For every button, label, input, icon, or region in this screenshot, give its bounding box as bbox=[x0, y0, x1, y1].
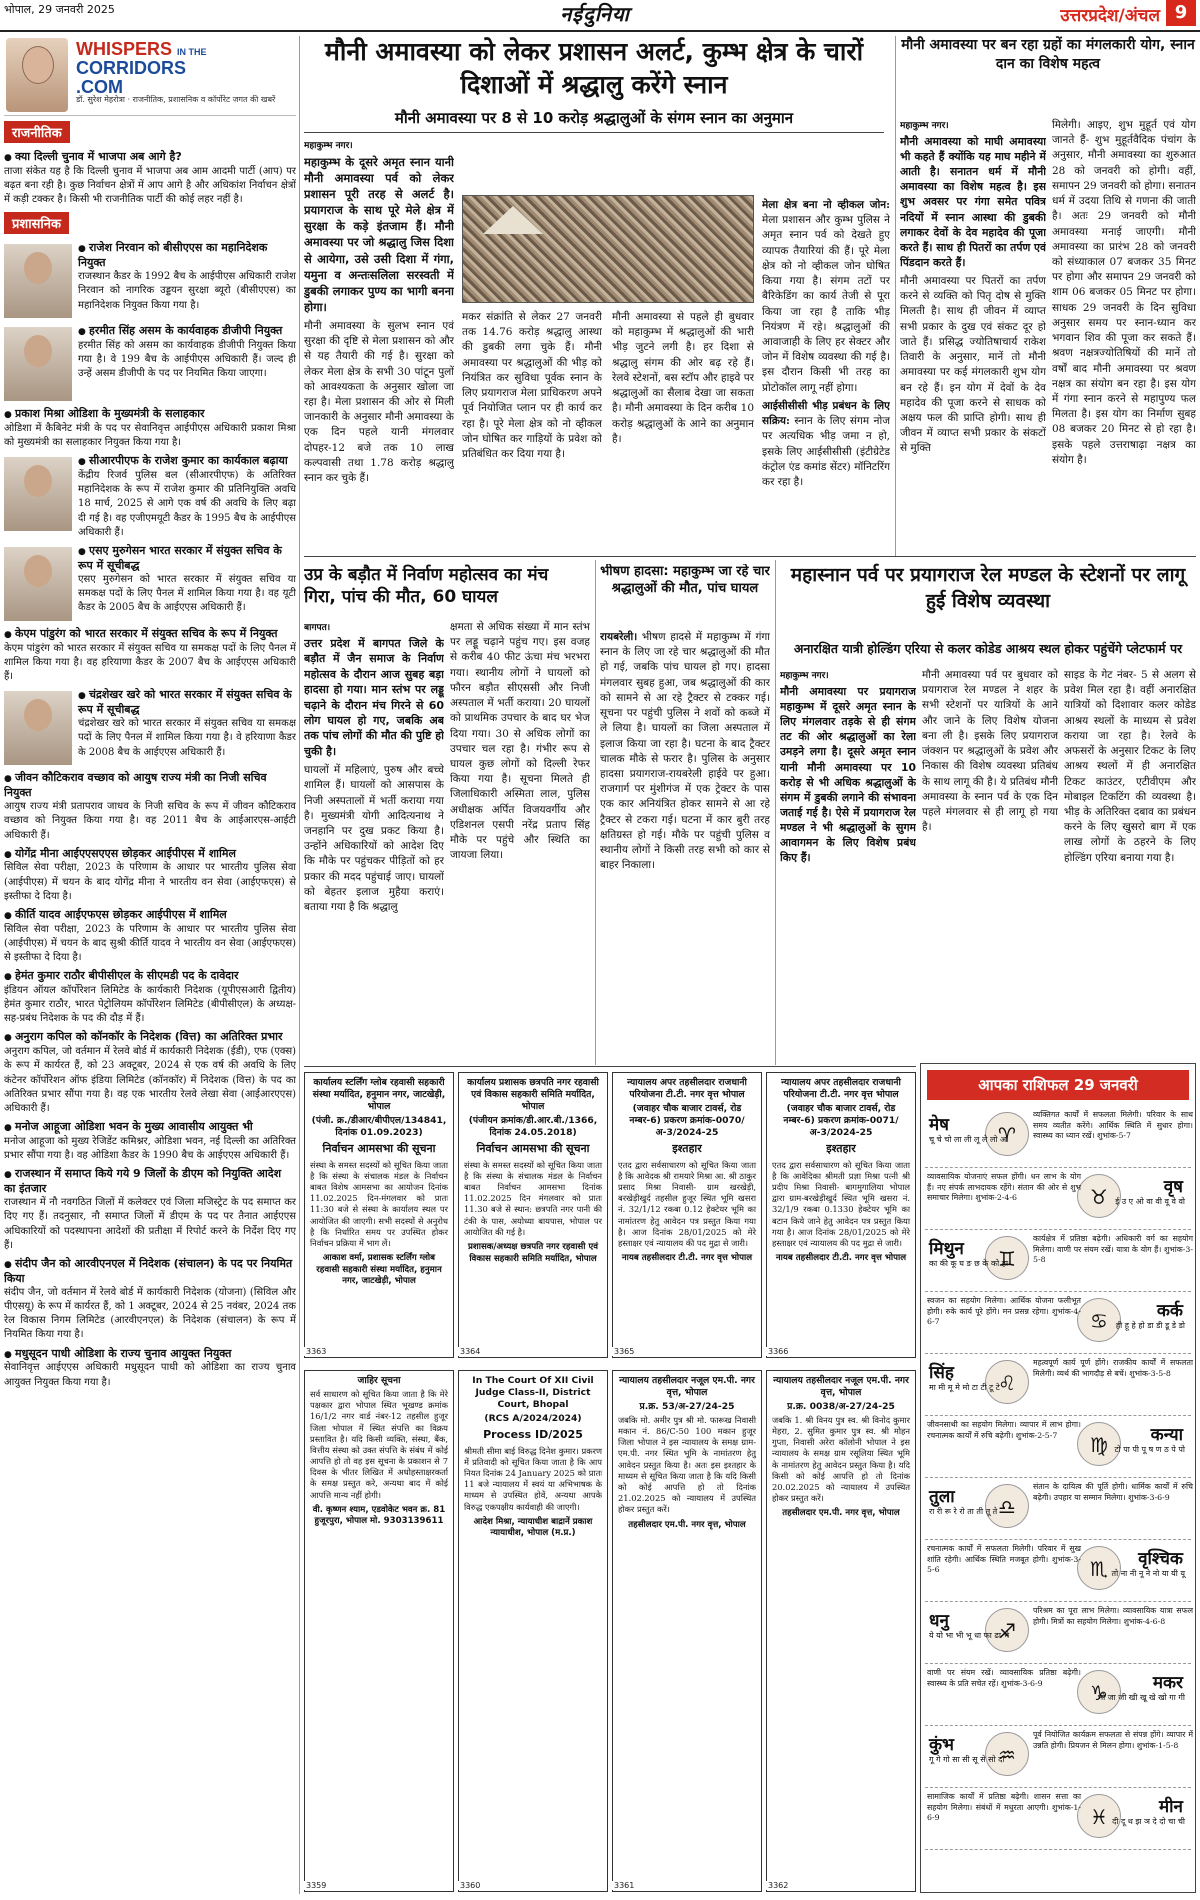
whispers-item-title: ● प्रकाश मिश्रा ओडिशा के मुख्यमंत्री के सलाहकार bbox=[4, 407, 296, 422]
horoscope-sign bbox=[925, 1788, 1191, 1850]
baghpat-dateline: बागपत। bbox=[304, 623, 331, 633]
notice-reference: (RCS A/2024/2024) bbox=[484, 1412, 582, 1424]
lead-dateline: महाकुम्भ नगर। bbox=[304, 141, 353, 151]
whispers-item-title: ● जीवन कौटिकराव वच्छाव को आयुष राज्य मंत्री का निजी सचिव नियुक्त bbox=[4, 771, 296, 800]
notice-signature: प्रशासक/अध्यक्ष छत्रपति नगर रहवासी एवं विकास सहकारी समिति मर्यादित, भोपाल bbox=[468, 1241, 598, 1264]
notice-title: इश्तहार bbox=[672, 1141, 702, 1155]
zodiac-3-icon: ♋ bbox=[1077, 1298, 1121, 1342]
whispers-item-title: ● कीर्ति यादव आईएफएस छोड़कर आईपीएस में शामिल bbox=[4, 908, 296, 923]
horoscope-title: आपका राशिफल 29 जनवरी bbox=[927, 1070, 1189, 1100]
brand-in-the: IN THE bbox=[177, 47, 207, 57]
notice-signature: तहसीलदार एम.पी. नगर वृत्त, भोपाल bbox=[628, 1519, 746, 1530]
notice-body: जबकि मो. अमीर पुत्र श्री मो. फारूख निवासी मकान नं. 86/C-50 100 मकान हुजूर जिला भोपाल ने इस न्यायालय के समक्ष ग्राम-एम.पी. नगर स्थित भूमि के नामांतरण हेतु आवेदन प्रस्तुत किया है। अतः इस इश्तहार के माध्यम से सूचित किया जाता है कि यदि किसी को कोई आपत्ति हो तो दिनांक 21.02.2025 को न्यायालय में उपस्थित होकर प्रस्तुत करें। bbox=[618, 1414, 756, 1515]
sign-name: सिंह bbox=[929, 1363, 954, 1383]
notice-reference: (जवाहर चौक बाजार टावर्स, रोड नम्बर-6) प्रकरण क्रमांक-0071/अ-3/2024-25 bbox=[783, 1102, 899, 1138]
baghpat-col-2 bbox=[450, 620, 590, 1070]
zodiac-6-icon: ♎ bbox=[985, 1484, 1029, 1528]
notice-body: संस्था के समस्त सदस्यों को सूचित किया जाता है कि संस्था के संचालक मंडल के निर्वाचन बाबत निर्वाचन आमसभा दिनांक 11.02.2025 दिन मंगलवार को प्रातः 11.30 बजे से स्थान: छत्रपति नगर पानी की टंकी के पास, अयोध्या बायपास, भोपाल पर आयोजित की गई है। bbox=[464, 1159, 602, 1237]
notice-body: संस्था के समस्त सदस्यों को सूचित किया जाता है कि संस्था के संचालक मंडल के निर्वाचन बाबत विशेष आमसभा का आयोजन दिनांक 11.02.2025 दिन-मंगलवार को प्रातः 11:30 बजे से संस्था के कार्यालय स्थल पर आयोजित की जाएगी। सभी सदस्यों से अनुरोध है कि निर्धारित समय पर उपस्थित होकर निर्वाचन प्रक्रिया में भाग लें। bbox=[310, 1159, 448, 1248]
whispers-item-title: ● योगेंद्र मीना आईएएसएएस छोड़कर आईपीएस में शामिल bbox=[4, 847, 296, 862]
rail-col-1 bbox=[780, 668, 916, 1063]
whispers-item-body: सिविल सेवा परीक्षा, 2023 के परिणाम के आधार पर भारतीय पुलिस सेवा (आईपीएस) में चयन के बाद योगेंद्र मीना ने भारतीय वन सेवा (आईएफएस) से इस्तीफा दे दिया है। bbox=[4, 862, 296, 902]
sign-letters: दी दू थ झ ञ दे दो चा ची bbox=[1112, 1817, 1185, 1826]
whispers-item bbox=[4, 407, 296, 450]
right-top-intro: मौनी अमावस्या को माघी अमावस्या भी कहते हैं क्योंकि यह माघ महीने में आती है। सनातन धर्म में मौनी अमावस्या का विशेष महत्व है। इस शुभ अवसर पर गंगा समेत पवित्र नदियों में स्नान आस्था की डुबकी लगाकर देवों के देव महादेव की पूजा करते हैं। साथ ही पितरों का तर्पण एवं पिंडदान करते हैं। bbox=[900, 135, 1046, 269]
notice-body: जबकि 1. श्री विनय पुत्र स्व. श्री विनोद कुमार मेहरा, 2. सुमित कुमार पुत्र स्व. श्री मोहन गुप्ता, निवासी अरेरा कॉलोनी भोपाल ने इस न्यायालय के समक्ष ग्राम रसूलिया स्थित भूमि के नामांतरण हेतु आवेदन प्रस्तुत किया है। यदि किसी को कोई आपत्ति हो तो दिनांक 20.02.2025 को न्यायालय में उपस्थित होकर प्रस्तुत करें। bbox=[772, 1414, 910, 1504]
masthead-logo: नईदुनिया bbox=[560, 2, 630, 26]
sign-letters: चू चे चो ला ली लू ले लो अ bbox=[929, 1135, 1007, 1144]
lead-col2-body: मकर संक्रांति से लेकर 27 जनवरी तक 14.76 करोड़ श्रद्धालु आस्था की डुबकी लगा चुके हैं। मौनी अमावस्या पर श्रद्धालुओं की भीड़ को नियंत्रित कर सुविधा पूर्वक स्नान के लिए प्रयागराज मेला प्राधिकरण अपने पूर्व नियोजित प्लान पर ही कार्य कर रहा है। पूरे मेला क्षेत्र को नो व्हीकल जोन घोषित कर गाड़ियों के प्रवेश को प्रतिबंधित कर दिया गया है। bbox=[462, 311, 602, 460]
zodiac-8-icon: ♐ bbox=[985, 1608, 1029, 1652]
officer-photo bbox=[4, 457, 72, 531]
notice-signature: आकाश वर्मा, प्रशासक स्टर्लिंग ग्लोब रहवासी सहकारी संस्था मर्यादित, हनुमान नगर, जाटखेड़ी, भोपाल bbox=[316, 1253, 442, 1287]
notice-reference: (जवाहर चौक बाजार टावर्स, रोड नम्बर-6) प्रकरण क्रमांक-0070/अ-3/2024-25 bbox=[629, 1102, 745, 1138]
whispers-item bbox=[4, 544, 296, 623]
sign-forecast: जीवनसाथी का सहयोग मिलेगा। व्यापार में लाभ होगा। रचनात्मक कार्यों में रुचि बढ़ेगी। शुभांक-2-5-7 bbox=[927, 1420, 1081, 1440]
right-top-col1-body: मौनी अमावस्या पर पितरों का तर्पण करने से व्यक्ति को पितृ दोष से मुक्ति मिलती है। साथ ही जीवन में व्याप्त सभी प्रकार के दुख एवं संकट दूर हो जाते हैं। प्रसिद्ध ज्योतिषाचार्य राकेश तिवारी के अनुसार, मानें तो मौनी अमावस्या पर कई मंगलकारी शुभ योग बन रहे हैं। इन योग में देवों के देव महादेव की पूजा करने से साधक को अक्षय फल की प्राप्ति होगी। साथ ही जीवन में व्याप्त सभी प्रकार के संकटों से मुक्ति bbox=[900, 274, 1046, 455]
whispers-item-title: ● हेमंत कुमार राठौर बीपीसीएल के सीएमडी पद के दावेदार bbox=[4, 969, 296, 984]
whispers-item-title: ● एसए मुरुगेसन भारत सरकार में संयुक्त सचिव के रूप में सूचीबद्ध bbox=[4, 544, 296, 573]
sign-name: मिथुन bbox=[929, 1239, 964, 1259]
sign-forecast: स्वजन का सहयोग मिलेगा। आर्थिक योजना फलीभूत होगी। रुके कार्य पूरे होंगे। मन प्रसन्न रहेगा। शुभांक-4-6-7 bbox=[927, 1296, 1081, 1327]
whispers-item-body: चंद्रशेखर खरे को भारत सरकार में संयुक्त सचिव या समकक्ष पदों के लिए पैनल में शामिल किया गया है। वे हरियाणा कैडर के 2008 बैच के आईएएस अधिकारी हैं। bbox=[78, 718, 296, 758]
sign-letters: गू गे गो सा सी सू से सो दा bbox=[929, 1755, 1005, 1764]
whispers-item-title: ● हरमीत सिंह असम के कार्यवाहक डीजीपी नियुक्त bbox=[4, 324, 296, 339]
whispers-category: प्रशासनिक bbox=[4, 212, 69, 234]
horoscope-sign bbox=[925, 1354, 1191, 1416]
whispers-item-title: ● सीआरपीएफ के राजेश कुमार का कार्यकाल बढ़ाया bbox=[4, 454, 296, 469]
sign-forecast: महत्वपूर्ण कार्य पूर्ण होंगे। राजकीय कार्यों में सफलता मिलेगी। व्यर्थ की भागदौड़ से बचें। शुभांक-3-5-8 bbox=[1033, 1358, 1193, 1378]
whispers-item-title: ● संदीप जैन को आरवीएनएल में निदेशक (संचालन) के पद पर नियमित किया bbox=[4, 1257, 296, 1286]
lead-col4b-body: स्नान के लिए संगम नोज पर अत्यधिक भीड़ जमा न हो, इसके लिए आईसीसीसी (इंटीग्रेटेड कंट्रोल एंड कमांड सेंटर) मॉनिटरिंग कर रहा है। bbox=[762, 415, 890, 488]
lead-col-2 bbox=[462, 310, 602, 550]
legal-notice bbox=[612, 1072, 762, 1358]
zodiac-9-icon: ♑ bbox=[1077, 1670, 1121, 1714]
sign-name: धनु bbox=[929, 1611, 949, 1631]
sign-letters: तो ना नी नू ने नो या यी यू bbox=[1111, 1569, 1185, 1578]
notice-signature: तहसीलदार एम.पी. नगर वृत्त, भोपाल bbox=[782, 1508, 900, 1519]
whispers-author: डॉ. सुरेश मेहरोत्रा bbox=[76, 95, 125, 104]
sign-name: तुला bbox=[929, 1487, 955, 1507]
notice-title: Process ID/2025 bbox=[483, 1427, 583, 1441]
notice-tag: 3365 bbox=[614, 1347, 635, 1356]
sign-letters: भो जा जी खी खू खे खो गा गी bbox=[1097, 1693, 1185, 1702]
whispers-item bbox=[4, 1167, 296, 1253]
sign-name: कन्या bbox=[1150, 1425, 1183, 1445]
zodiac-7-icon: ♏ bbox=[1077, 1546, 1121, 1590]
whispers-item bbox=[4, 324, 296, 403]
notice-reference: (पंजीयन क्रमांक/डी.आर.बी./1366, दिनांक 24.05.2018) bbox=[468, 1114, 598, 1138]
sign-name: मेष bbox=[929, 1115, 949, 1135]
legal-notice bbox=[304, 1370, 454, 1892]
whispers-item bbox=[4, 150, 296, 207]
officer-photo bbox=[4, 691, 72, 765]
officer-photo bbox=[4, 244, 72, 318]
notice-signature: नायब तहसीलदार टी.टी. नगर वृत्त भोपाल bbox=[775, 1253, 907, 1264]
rail-headline: महास्नान पर्व पर प्रयागराज रेल मण्डल के स्टेशनों पर लागू हुई विशेष व्यवस्था bbox=[790, 564, 1186, 612]
notice-tag: 3359 bbox=[306, 1881, 327, 1890]
baghpat-intro: उत्तर प्रदेश में बागपत जिले के बड़ौत में जैन समाज के निर्वाण महोत्सव के दौरान आज सुबह बड़ा हादसा हो गया। मान स्तंभ पर लड्डू चढ़ाने के दौरान मंच गिरने से 60 लोग घायल हो गए, जबकि अब तक पांच लोगों की मौत की पुष्टि हो चुकी है। bbox=[304, 637, 444, 758]
rail-col-3 bbox=[1064, 668, 1196, 1063]
sign-forecast: सामाजिक कार्यों में प्रतिष्ठा बढ़ेगी। शासन सत्ता का सहयोग मिलेगा। संबंधों में मधुरता आएगी। शुभांक-1-6-9 bbox=[927, 1792, 1081, 1823]
sign-forecast: व्यक्तिगत कार्यों में सफलता मिलेगी। परिवार के साथ समय व्यतीत करेंगे। आर्थिक स्थिति में सुधार होगा। स्वास्थ्य का ध्यान रखें। शुभांक-5-7 bbox=[1033, 1110, 1193, 1141]
baghpat-headline: उप्र के बड़ौत में निर्वाण महोत्सव का मंच गिरा, पांच की मौत, 60 घायल bbox=[304, 565, 549, 608]
sign-letters: का की कू घ ङ छ के को हा bbox=[929, 1259, 1009, 1268]
right-top-dateline: महाकुम्भ नगर। bbox=[900, 121, 949, 131]
whispers-item-body: हरमीत सिंह को असम का कार्यवाहक डीजीपी नियुक्त किया गया है। वे 199 बैच के आईपीएस अधिकारी हैं। जल्द ही उन्हें असम डीजीपी के पद पर नियमित किया जाएगा। bbox=[78, 339, 296, 380]
raebareli-body: भीषण हादसे में महाकुम्भ में गंगा स्नान के लिए जा रहे चार श्रद्धालुओं की मौत हो गई, जबकि पांच घायल हो गए। हादसा मंगलवार सुबह हुआ, जब श्रद्धालुओं की कार को सामने से आ रहे ट्रैक्टर से टक्कर गई। सूचना पर पहुंची पुलिस ने शवों को कब्जे में ले लिया है। घायलों का जिला अस्पताल में इलाज किया जा रहा है। घटना के बाद ट्रैक्टर चालक मौके से फरार है। पुलिस के अनुसार हादसा प्रयागराज-रायबरेली हाईवे पर हुआ। राजगार्ग पर मुंशीगंज में एक ट्रेक्टर के पास एक कार अनियंत्रित होकर सामने से आ रहे ट्रैक्टर से टकरा गई। घटना में कार बुरी तरह क्षतिग्रस्त हो गई। मौके पर पहुंची पुलिस व स्थानीय लोगों ने किसी तरह सभी को कार से बाहर निकाला। bbox=[600, 631, 770, 872]
notice-heading: न्यायालय अपर तहसीलदार राजधानी परियोजना टी.टी. नगर वृत्त भोपाल bbox=[781, 1077, 901, 1100]
whispers-item-title: ● अनुराग कपिल को कॉनकॉर के निदेशक (वित्त) का अतिरिक्त प्रभार bbox=[4, 1030, 296, 1045]
right-top-col-1 bbox=[900, 118, 1046, 558]
horoscope-sign bbox=[925, 1416, 1191, 1478]
sign-name: वृष bbox=[1163, 1177, 1183, 1197]
notice-tag: 3362 bbox=[768, 1881, 789, 1890]
rail-col2-body: साइड के गेट नंबर- 5 से अलग से प्रवेश मिल रहा है। वहीं अनारक्षित यात्रियों को दिशावार कलर कोडेड आश्रय स्थलों के माध्यम से प्रवेश कराया जा रहा है। रेलवे के अफसरों के अनुसार टिकट के लिए आश्रय स्थलों में ही अनारक्षित टिकट काउंटर, एटीवीएम और मोबाइल टिकटिंग की व्यवस्था है। भीड़ के अतिरिक्त दबाव का प्रबंधन करने के लिए खुसरो बाग में एक लाख लोगों के ठहरने के लिए होल्डिंग एरिया बनाया गया है। bbox=[1064, 669, 1196, 864]
whispers-item-body: सेवानिवृत्त आईएएस अधिकारी मधुसूदन पाधी को ओडिशा का राज्य चुनाव आयुक्त नियुक्त किया गया है। bbox=[4, 1362, 296, 1388]
lead-subheadline: मौनी अमावस्या पर 8 से 10 करोड़ श्रद्धालुओं के संगम स्नान का अनुमान bbox=[394, 109, 794, 127]
notice-heading: जाहिर सूचना bbox=[357, 1375, 401, 1386]
lead-col1-body: मौनी अमावस्या के सुलभ स्नान एवं सुरक्षा की दृष्टि से मेला प्रशासन को और से यह तैयारी की गई है। सुरक्षा को लेकर मेला क्षेत्र के सभी 30 पांटून पुलों को आवश्यकता के अनुसार खोला जा रहा है। मेला प्रशासन की ओर से मिली जानकारी के अनुसार मौनी अमावस्या के एक दिन पहले यानी मंगलवार दोपहर-12 बजे तक 10 लाख कल्पवासी तथा 1.78 करोड़ श्रद्धालु स्नान कर चुके हैं। bbox=[304, 319, 454, 485]
whispers-item-title: ● मधुसूदन पाधी ओडिशा के राज्य चुनाव आयुक्त नियुक्त bbox=[4, 1347, 296, 1362]
whispers-item-body: इंडियन ऑयल कॉर्पोरेशन लिमिटेड के कार्यकारी निदेशक (यूपीएसआरी द्वितीय) हेमंत कुमार राठौर, भारत पेट्रोलियम कॉर्पोरेशन लिमिटेड (बीपीसीएल) के अध्यक्ष-सह-प्रबंध निदेशक के पद की दौड़ में हैं। bbox=[4, 984, 296, 1025]
officer-photo bbox=[4, 327, 72, 401]
rail-col-2 bbox=[922, 668, 1058, 1063]
page-date: भोपाल, 29 जनवरी 2025 bbox=[4, 3, 115, 16]
whispers-item-body: एसए मुरुगेसन को भारत सरकार में संयुक्त सचिव या समकक्ष पदों के लिए पैनल में शामिल किया गया है। वह यूटी कैडर के 2005 बैच के आईएएस अधिकारी हैं। bbox=[78, 573, 296, 614]
sign-name: मीन bbox=[1158, 1797, 1183, 1817]
right-top-col2-body: मिलेगी। आइए, शुभ मुहूर्त एवं योग जानते हैं- शुभ मुहूर्तवैदिक पंचांग के अनुसार, मौनी अमावस्या का शुरुआत 28 को जनवरी को होगी। वहीं, समापन 29 जनवरी को होगा। सनातन धर्म में उदया तिथि से गणना की जाती है। अतः 29 जनवरी को मौनी अमावस्या मनाई जाएगी। मौनी अमावस्या का प्रारंभ 28 को जनवरी को संध्याकाल 07 बजकर 35 मिनट पर होगा और समापन 29 जनवरी को शाम 06 बजकर 05 मिनट पर होगा। साधक 29 जनवरी के दिन सुविधा अनुसार समय पर स्नान-ध्यान कर भगवान शिव की पूजा कर सकते हैं। श्रवण नक्षत्रज्योतिषियों की मानें तो वर्षों बाद मौनी अमावस्या पर श्रवण नक्षत्र का संयोग बन रहा है। इस योग में गंगा स्नान करने से महापुण्य फल मिलता है। इस योग का निर्माण सुबह 08 बजकर 20 मिनट से हो रहा है। इसके पहले उत्तराषाढ़ा नक्षत्र का संयोग है। bbox=[1052, 119, 1196, 466]
notice-heading: In The Court Of XII Civil Judge Class-II, District Court, Bhopal bbox=[472, 1375, 594, 1410]
sign-letters: ही हू हे हो डा डी डू डे डो bbox=[1115, 1321, 1185, 1330]
zodiac-10-icon: ♒ bbox=[985, 1732, 1029, 1776]
notice-tag: 3363 bbox=[306, 1347, 327, 1356]
brand-com: .COM bbox=[76, 76, 123, 97]
whispers-item bbox=[4, 908, 296, 965]
horoscope-sign bbox=[925, 1230, 1191, 1292]
sign-name: कर्क bbox=[1156, 1301, 1183, 1321]
header-rule bbox=[0, 30, 1200, 32]
raebareli-headline: भीषण हादसा: महाकुम्भ जा रहे चार श्रद्धालुओं की मौत, पांच घायल bbox=[600, 564, 770, 596]
rail-subheadline: अनारक्षित यात्री होल्डिंग एरिया से कलर कोडेड आश्रय स्थल होकर पहुंचेंगे प्लेटफार्म पर bbox=[793, 641, 1183, 656]
whispers-column bbox=[4, 36, 296, 1896]
rail-col1-body: मौनी अमावस्या पर्व पर बुधवार को प्रयागराज रेल मण्डल ने शहर के सभी स्टेशनों पर यात्रियों के आने और जाने के लिए विशेष योजना बना ली है। इसके लिए प्रयागराज जंक्शन पर श्रद्धालुओं के प्रवेश और निकास की विशेष व्यवस्था प्रतिबंध के साथ लागू की है। ये प्रतिबंध मौनी अमावस्या के स्नान पर्व के एक दिन पहले मंगलवार से ही लागू हो गया है। bbox=[922, 669, 1058, 834]
sign-letters: ई उ ए ओ वा वी वू वे वो bbox=[1115, 1197, 1185, 1206]
lead-col4-body: मेला प्रशासन और कुम्भ पुलिस ने अमृत स्नान पर्व को देखते हुए व्यापक तैयारियां की हैं। पूरे मेला क्षेत्र को नो व्हीकल जोन घोषित किया गया है। संगम तटों पर बैरिकेडिंग का कार्य तेजी से पूरा किया जा रहा है ताकि भीड़ नियंत्रण में रहे। श्रद्धालुओं की आवाजाही के लिए हर सेक्टर और जोन में विशेष व्यवस्था की गई है। इस दौरान किसी भी तरह का प्रोटोकॉल लागू नहीं होगा। bbox=[762, 214, 890, 394]
section-label: उत्तरप्रदेश/अंचल bbox=[1060, 6, 1160, 26]
whispers-item-body: मनोज आहूजा को मुख्य रेजिडेंट कमिश्नर, ओडिशा भवन, नई दिल्ली का अतिरिक्त प्रभार सौंपा गया है। वह ओडिशा कैडर के 1990 बैच के आईएएस अधिकारी हैं। bbox=[4, 1135, 296, 1161]
horoscope-signs bbox=[921, 1106, 1195, 1850]
sign-name: कुंभ bbox=[929, 1735, 955, 1755]
raebareli-col bbox=[600, 630, 770, 1070]
whispers-item bbox=[4, 771, 296, 843]
notice-signature: आदेश मिश्रा, न्यायाधीश बाद्रानें प्रकाश न्यायाधीश, भोपाल (म.प्र.) bbox=[473, 1516, 593, 1539]
whispers-item-title: ● राजस्थान में समाप्त किये गये 9 जिलों के डीएम को नियुक्ति आदेश का इंतजार bbox=[4, 1167, 296, 1196]
zodiac-1-icon: ♉ bbox=[1077, 1174, 1121, 1218]
sign-forecast: पूर्व नियोजित कार्यक्रम सफलता से संपन्न होंगे। व्यापार में उन्नति होगी। प्रियजन से मिलन होगा। शुभांक-1-5-8 bbox=[1033, 1730, 1193, 1750]
notice-title: इश्तहार bbox=[826, 1141, 856, 1155]
sign-forecast: रचनात्मक कार्यों में सफलता मिलेगी। परिवार में सुख शांति रहेगी। आर्थिक स्थिति मजबूत होगी। शुभांक-3-5-6 bbox=[927, 1544, 1081, 1575]
legal-notice bbox=[304, 1072, 454, 1358]
whispers-sections bbox=[4, 116, 296, 1390]
notice-body: श्रीमती सीमा बाई विरुद्ध दिनेश कुमार। प्रकरण में प्रतिवादी को सूचित किया जाता है कि आप नियत दिनांक 24 January 2025 को प्रातः 11 बजे न्यायालय में स्वयं या अभिभाषक के माध्यम से उपस्थित होवें, अन्यथा आपके विरुद्ध एकपक्षीय कार्यवाही की जाएगी। bbox=[464, 1445, 602, 1512]
notice-title: निर्वाचन आमसभा की सूचना bbox=[476, 1141, 590, 1155]
whispers-item-body: राजस्थान में नौ नवगठित जिलों में कलेक्टर एवं जिला मजिस्ट्रेट के पद समाप्त कर दिए गए हैं। तदनुसार, नौ समाप्त जिलों में डीएम के पद पर तैनात आईएएस अधिकारियों को पदस्थापना आदेशों की प्रतीक्षा में रिपोर्ट करने के निर्देश दिए गए हैं। bbox=[4, 1197, 296, 1251]
notice-reference: (पंजी. क्र./डीआर/बीपीएल/134841, दिनांक 01.09.2023) bbox=[311, 1114, 447, 1138]
brand-corridors: CORRIDORS bbox=[76, 57, 187, 78]
notice-reference: प्र.क्र. 53/अ-27/24-25 bbox=[639, 1400, 735, 1412]
notice-tag: 3364 bbox=[460, 1347, 481, 1356]
whispers-category: राजनीतिक bbox=[4, 121, 70, 143]
whispers-item bbox=[4, 627, 296, 684]
baghpat-col1-body: घायलों में महिलाएं, पुरुष और बच्चे शामिल हैं। घायलों को आसपास के निजी अस्पतालों में भर्ती कराया गया है। मुख्यमंत्री योगी आदित्यनाथ ने जनहानि पर दुख प्रकट किया है। उन्होंने अधिकारियों को आदेश दिए कि मौके पर पहुंचकर पीड़ितों को हर प्रकार की मदद पहुंचाई जाए। घायलों को बेहतर इलाज मुहैया कराएं। बताया गया है कि श्रद्धालु bbox=[304, 764, 444, 914]
whispers-item-title: ● राजेश निरवान को बीसीएएस का महानिदेशक नियुक्त bbox=[4, 241, 296, 270]
legal-notice bbox=[458, 1072, 608, 1358]
horoscope-sign bbox=[925, 1168, 1191, 1230]
zodiac-2-icon: ♊ bbox=[985, 1236, 1029, 1280]
lead-col4b-title: आईसीसीसी भीड़ प्रबंधन के लिए सक्रिय: bbox=[762, 399, 890, 428]
sign-letters: ये यो भा भी भू धा फा ढा भे bbox=[929, 1631, 1010, 1640]
notice-reference: प्र.क्र. 0038/अ-27/24-25 bbox=[787, 1400, 895, 1412]
notice-title: निर्वाचन आमसभा की सूचना bbox=[322, 1141, 436, 1155]
section-banner bbox=[990, 0, 1200, 26]
notice-tag: 3360 bbox=[460, 1881, 481, 1890]
whispers-item bbox=[4, 969, 296, 1026]
notice-body: सर्व साधारण को सूचित किया जाता है कि मेरे पक्षकार द्वारा भोपाल स्थित भूखण्ड क्रमांक 16/1/2 नगर वार्ड नंबर-12 तहसील हुजूर जिला भोपाल में स्थित संपत्ति का विक्रय प्रस्तावित है। यदि किसी व्यक्ति, संस्था, बैंक, वित्तीय संस्था को उक्त संपत्ति के संबंध में कोई आपत्ति हो तो वह इस सूचना के प्रकाशन से 7 दिवस के भीतर लिखित में अधोहस्ताक्षरकर्ता के समक्ष प्रस्तुत करे, अन्यथा बाद में कोई आपत्ति मान्य नहीं होगी। bbox=[310, 1388, 448, 1500]
notice-heading: न्यायालय तहसीलदार नजूल एम.पी. नगर वृत्त, भोपाल bbox=[773, 1375, 909, 1398]
zodiac-11-icon: ♓ bbox=[1077, 1794, 1121, 1838]
lead-col-1 bbox=[304, 138, 454, 548]
legal-notice bbox=[766, 1370, 916, 1892]
horoscope-sign bbox=[925, 1726, 1191, 1788]
whispers-item-title: ● केएम पांडुरंग को भारत सरकार में संयुक्त सचिव के रूप में नियुक्त bbox=[4, 627, 296, 642]
lead-col4-title: मेला क्षेत्र बना नो व्हीकल जोन: bbox=[762, 199, 890, 211]
lead-col-3 bbox=[612, 310, 754, 550]
sign-letters: टो पा पी पू ष ण ठ पे पो bbox=[1114, 1445, 1185, 1454]
whispers-tagline: राजनीतिक, प्रशासनिक व कॉर्पोरेट जगत की खबरें bbox=[132, 95, 276, 104]
whispers-item bbox=[4, 241, 296, 320]
sign-forecast: कार्यक्षेत्र में प्रतिष्ठा बढ़ेगी। अधिकारी वर्ग का सहयोग मिलेगा। वाणी पर संयम रखें। यात्रा के योग हैं। शुभांक-3-5-8 bbox=[1033, 1234, 1193, 1265]
sign-letters: रा री रू रे रो ता ती तू ते bbox=[929, 1507, 998, 1516]
whispers-item-body: सिविल सेवा परीक्षा, 2023 के परिणाम के आधार पर भारतीय पुलिस सेवा (आईपीएस) में चयन के बाद सुश्री कीर्ति यादव ने भारतीय वन सेवा (आईएफएस) से इस्तीफा दे दिया है। bbox=[4, 923, 296, 964]
author-photo bbox=[6, 38, 68, 112]
crowd-photo bbox=[462, 195, 754, 303]
legal-notice bbox=[458, 1370, 608, 1892]
whispers-item-body: केएम पांडुरंग को भारत सरकार में संयुक्त सचिव या समकक्ष पदों के लिए पैनल में शामिल किया गया है। वह हरियाणा कैडर के 2007 बैच के आईएएस अधिकारी हैं। bbox=[4, 642, 296, 682]
sign-letters: मा मी मू मे मो टा टी टू टे bbox=[929, 1383, 1000, 1392]
sign-forecast: वाणी पर संयम रखें। व्यावसायिक प्रतिष्ठा बढ़ेगी। स्वास्थ्य के प्रति सचेत रहें। शुभांक-3-6-9 bbox=[927, 1668, 1081, 1688]
lead-headline: मौनी अमावस्या को लेकर प्रशासन अलर्ट, कुम्भ क्षेत्र के चारों दिशाओं में श्रद्धालु करेंगे स्नान bbox=[324, 37, 864, 99]
whispers-item bbox=[4, 1030, 296, 1116]
rail-intro: मौनी अमावस्या पर प्रयागराज महाकुम्भ में दूसरे अमृत स्नान के लिए मंगलवार तड़के से ही संगम तट की ओर श्रद्धालुओं का रेला उमड़ने लगा है। दूसरे अमृत स्नान यानी मौनी अमावस्या पर 10 करोड़ से भी अधिक श्रद्धालुओं के संगम में डुबकी लगाने की संभावना जताई गई है। ऐसे में प्रयागराज रेल मण्डल ने भी श्रद्धालुओं के सुगम आवागमन के लिए विशेष प्रबंध किए हैं। bbox=[780, 685, 916, 865]
notice-heading: न्यायालय तहसीलदार नजूल एम.पी. नगर वृत्त, भोपाल bbox=[619, 1375, 755, 1398]
right-top-col-2 bbox=[1052, 118, 1196, 558]
lead-col-4 bbox=[762, 198, 890, 550]
horoscope-sign bbox=[925, 1540, 1191, 1602]
notice-tag: 3366 bbox=[768, 1347, 789, 1356]
sign-forecast: परिश्रम का पूरा लाभ मिलेगा। व्यावसायिक यात्रा सफल होगी। मित्रों का सहयोग मिलेगा। शुभांक-4-6-8 bbox=[1033, 1606, 1193, 1626]
baghpat-col-1 bbox=[304, 620, 444, 1070]
legal-notice bbox=[766, 1072, 916, 1358]
whispers-item bbox=[4, 1257, 296, 1343]
whispers-item-title: ● क्या दिल्ली चुनाव में भाजपा अब आगे है? bbox=[4, 150, 296, 165]
horoscope-sign bbox=[925, 1664, 1191, 1726]
zodiac-4-icon: ♌ bbox=[985, 1360, 1029, 1404]
baghpat-col2-body: क्षमता से अधिक संख्या में मान स्तंभ पर लड्डू चढ़ाने पहुंच गए। इस वजह से करीब 40 फीट ऊंचा मंच भरभरा गया। स्थानीय लोगों ने घायलों को फौरन बड़ौत सीएससी और निजी अस्पताल में भर्ती कराया। 20 घायलों को प्राथमिक उपचार के बाद घर भेज दिया गया। 30 से अधिक लोगों का उपचार चल रहा है। गंभीर रूप से घायल कुछ लोगों को दिल्ली रेफर किया गया है। सूचना मिलते ही जिलाधिकारी अस्मिता लाल, पुलिस अधीक्षक अर्पित विजयवर्गीय और एडिशनल एसपी नरेंद्र प्रताप सिंह मौके पर पहुंचे और स्थिति का जायजा लिया। bbox=[450, 621, 590, 862]
notice-signature: नायब तहसीलदार टी.टी. नगर वृत्त भोपाल bbox=[621, 1253, 753, 1264]
zodiac-0-icon: ♈ bbox=[985, 1112, 1029, 1156]
zodiac-5-icon: ♍ bbox=[1077, 1422, 1121, 1466]
notice-heading: कार्यालय प्रशासक छत्रपति नगर रहवासी एवं विकास सहकारी समिति मर्यादित, भोपाल bbox=[467, 1077, 599, 1112]
whispers-item-body: राजस्थान कैडर के 1992 बैच के आईपीएस अधिकारी राजेश निरवान को नागरिक उड्डयन सुरक्षा ब्यूरो (बीसीएएस) का महानिदेशक नियुक्त किया गया है। bbox=[78, 271, 296, 311]
whispers-item-body: केंद्रीय रिजर्व पुलिस बल (सीआरपीएफ) के अतिरिक्त महानिदेशक के रूप में राजेश कुमार की प्रतिनियुक्ति अवधि 18 मार्च, 2025 से आगे एक वर्ष की अवधि के लिए बढ़ा दी गई है। वह एजीएमयूटी कैडर के 1995 बैच के आईपीएस अधिकारी हैं। bbox=[78, 470, 296, 538]
horoscope-box bbox=[920, 1063, 1196, 1893]
whispers-item-body: ताजा संकेत यह है कि दिल्ली चुनाव में भाजपा अब आम आदमी पार्टी (आप) पर बढ़त बना रही है। कुछ निर्वाचन क्षेत्रों में आप आगे है और अधिकांश निर्वाचन क्षेत्रों में कड़ी टक्कर है। किसी भी राजनीतिक पार्टी की कोई लहर नहीं है। bbox=[4, 165, 296, 206]
notice-signature: वी. कृष्णन श्याम, एडवोकेट भवन क्र. 81 हुजूरपुरा, भोपाल मो. 9303139611 bbox=[312, 1504, 446, 1527]
right-top-headline: मौनी अमावस्या पर बन रहा ग्रहों का मंगलकारी योग, स्नान दान का विशेष महत्व bbox=[901, 37, 1195, 72]
whispers-item-title: ● मनोज आहूजा ओडिशा भवन के मुख्य आवासीय आयुक्त भी bbox=[4, 1120, 296, 1135]
legal-notice bbox=[612, 1370, 762, 1892]
rail-dateline: महाकुम्भ नगर। bbox=[780, 671, 829, 681]
whispers-logo bbox=[76, 40, 207, 97]
whispers-item bbox=[4, 1120, 296, 1163]
whispers-item-body: अनुराग कपिल, जो वर्तमान में रेलवे बोर्ड में कार्यकारी निदेशक (ईडी), एफ (एक्स) के रूप में कार्यरत हैं, को 23 अक्टूबर, 2024 से एक वर्ष की अवधि के लिए कंटेनर कॉर्पोरेशन ऑफ इंडिया लिमिटेड (कॉनकॉर) में निदेशक (वित्त) के पद का अतिरिक्त प्रभार सौंपा गया है। वह एक भारतीय रेलवे लेखा सेवा (आईआरएएस) अधिकारी हैं। bbox=[4, 1046, 296, 1114]
page-number: 9 bbox=[1166, 0, 1196, 26]
sign-name: वृश्चिक bbox=[1138, 1549, 1183, 1569]
brand-whispers: WHISPERS bbox=[76, 39, 173, 59]
horoscope-sign bbox=[925, 1292, 1191, 1354]
whispers-byline: डॉ. सुरेश मेहरोत्रा · राजनीतिक, प्रशासनिक व कॉर्पोरेट जगत की खबरें bbox=[76, 95, 276, 104]
officer-photo bbox=[4, 547, 72, 621]
whispers-item bbox=[4, 454, 296, 540]
notice-heading: न्यायालय अपर तहसीलदार राजधानी परियोजना टी.टी. नगर वृत्त भोपाल bbox=[627, 1077, 747, 1100]
notice-body: एतद द्वारा सर्वसाधारण को सूचित किया जाता है कि आवेदिका श्रीमती प्रज्ञा मिश्रा पत्नी श्री प्रदीप मिश्रा निवासी- बागमुगालिया भोपाल द्वारा ग्राम-बरखेड़ीखुर्द स्थित भूमि खसरा नं. 32/1/9 रकबा 0.1330 हेक्टेयर भूमि का बटान किये जाने हेतु आवेदन पत्र प्रस्तुत किया गया है। आज दिनांक 28/01/2025 को मेरे हस्ताक्षर एवं न्यायालय की पद मुद्रा से जारी। bbox=[772, 1159, 910, 1248]
horoscope-sign bbox=[925, 1602, 1191, 1664]
lead-col3-body: मौनी अमावस्या से पहले ही बुधवार को महाकुम्भ में श्रद्धालुओं की भारी भीड़ जुटने लगी है। हर दिशा से श्रद्धालु संगम की ओर बढ़ रहे हैं। रेलवे स्टेशनों, बस स्टॉप और हाइवे पर श्रद्धालुओं का सैलाब देखा जा सकता है। मौनी अमावस्या के दिन करीब 10 करोड़ श्रद्धालुओं के आने का अनुमान है। bbox=[612, 311, 754, 445]
sign-name: मकर bbox=[1152, 1673, 1183, 1693]
whispers-item-body: ओडिशा में कैबिनेट मंत्री के पद पर सेवानिवृत्त आईपीएस अधिकारी प्रकाश मिश्रा को मुख्यमंत्री का सलाहकार नियुक्त किया गया है। bbox=[4, 422, 296, 449]
whispers-item bbox=[4, 1347, 296, 1390]
sign-forecast: व्यावसायिक योजनाएं सफल होंगी। धन लाभ के योग हैं। नए संपर्क लाभदायक रहेंगे। संतान की ओर से शुभ समाचार मिलेगा। शुभांक-2-4-6 bbox=[927, 1172, 1081, 1203]
lead-intro: महाकुम्भ के दूसरे अमृत स्नान यानी मौनी अमावस्या पर्व को लेकर प्रशासन पूरी तरह से अलर्ट है। प्रयागराज के साथ पूरे मेले क्षेत्र में सुरक्षा के कड़े इंतजाम हैं। मौनी अमावस्या पर जो श्रद्धालु जिस दिशा से आयेगा, उसे उसी दिशा में गंगा, यमुना व अन्तःसलिला सरस्वती में डुबकी लगाकर पुण्य का भागी बनना होगा। bbox=[304, 155, 454, 314]
whispers-item-body: आयुष राज्य मंत्री प्रतापराव जाधव के निजी सचिव के रूप में जीवन कौटिकराव वच्छाव को नियुक्त किया गया है। वह 2011 बैच के आईआरएस-आईटी अधिकारी हैं। bbox=[4, 801, 296, 841]
notice-tag: 3361 bbox=[614, 1881, 635, 1890]
horoscope-sign bbox=[925, 1106, 1191, 1168]
notice-heading: कार्यालय स्टर्लिंग ग्लोब रहवासी सहकारी संस्था मर्यादित, हनुमान नगर, जाटखेड़ी, भोपाल bbox=[312, 1077, 446, 1112]
notice-body: एतद द्वारा सर्वसाधारण को सूचित किया जाता है कि आवेदक श्री रामयारे मिश्रा आ. श्री ठाकुर प्रसाद मिश्रा निवासी- ग्राम खरखेड़ी, बरखेड़ीखुर्द तहसील हुजूर स्थित भूमि खसरा नं. 32/1/12 रकबा 0.12 हेक्टेयर भूमि का नामांतरण हेतु आवेदन पत्र प्रस्तुत किया गया है। आज दिनांक 28/01/2025 को मेरे हस्ताक्षर एवं न्यायालय की पद मुद्रा से जारी। bbox=[618, 1159, 756, 1248]
whispers-item bbox=[4, 847, 296, 904]
horoscope-sign bbox=[925, 1478, 1191, 1540]
whispers-item-body: संदीप जैन, जो वर्तमान में रेलवे बोर्ड में कार्यकारी निदेशक (योजना) (सिविल और पीएसयू) के रूप में कार्यरत हैं, को 1 अक्टूबर, 2024 से 25 नवंबर, 2024 तक रेल विकास निगम लिमिटेड (आरवीएनएल) के निदेशक (संचालन) के रूप में नियमित किया गया है। bbox=[4, 1286, 296, 1341]
sign-forecast: संतान के दायित्व की पूर्ति होगी। धार्मिक कार्यों में रुचि बढ़ेगी। उपहार या सम्मान मिलेगा। शुभांक-3-6-9 bbox=[1033, 1482, 1193, 1502]
raebareli-dateline: रायबरेली। bbox=[600, 631, 638, 643]
whispers-item bbox=[4, 688, 296, 767]
whispers-item-title: ● चंद्रशेखर खरे को भारत सरकार में संयुक्त सचिव के रूप में सूचीबद्ध bbox=[4, 688, 296, 717]
whispers-banner bbox=[4, 36, 296, 116]
